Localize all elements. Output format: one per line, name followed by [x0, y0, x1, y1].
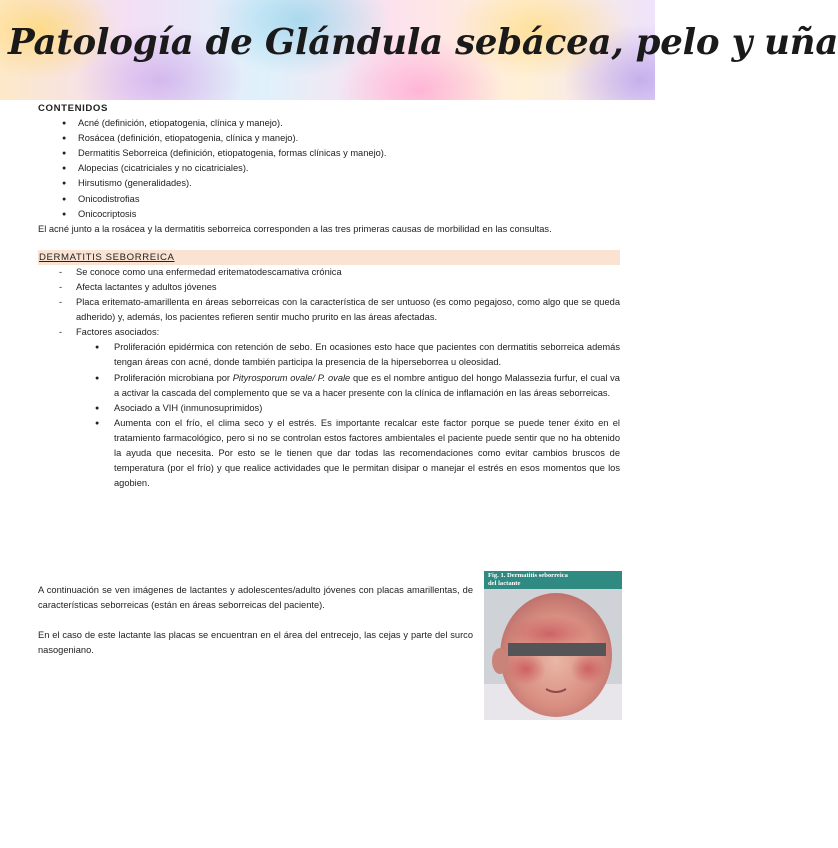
list-item	[76, 371, 620, 401]
contents-heading: CONTENIDOS	[38, 103, 108, 114]
list-item: ● Proliferación epidérmica con retención de sebo. En ocasiones esto hace que pacientes con dermatitis seborreica además tengan áreas con acné, donde también participa la presencia de la hiperseborrea u oleosidad.	[76, 340, 620, 370]
infant-figure	[484, 571, 622, 720]
contents-list	[38, 116, 620, 222]
list-item: ● Onicodistrofias	[38, 192, 620, 207]
section-bullets	[38, 265, 620, 491]
figure-caption-line: Fig. 1. Dermatitis seborreica	[488, 572, 568, 579]
ear	[492, 648, 508, 674]
contents-note: El acné junto a la rosácea y la dermatitis seborreica corresponden a las tres primeras causas de morbilidad en las consultas.	[38, 223, 552, 234]
list-item: - Afecta lactantes y adultos jóvenes	[38, 280, 620, 295]
eye-censor-bar	[508, 643, 606, 656]
list-item	[38, 325, 620, 491]
list-item: ● Asociado a VIH (inmunosuprimidos)	[76, 401, 620, 416]
title-banner	[0, 0, 838, 100]
figure-caption-line: del lactante	[488, 580, 521, 587]
list-item: ● Dermatitis Seborreica (definición, etiopatogenia, formas clínicas y manejo).	[38, 146, 620, 161]
list-item: - Se conoce como una enfermedad eritematodescamativa crónica	[38, 265, 620, 280]
infant-photo	[484, 589, 622, 720]
factor-text: que es el nombre antiguo del hongo Malassezia furfur, el cual va a activar la cascada del complemento que se va a hacer presente con la clínica de inflamación en las áreas seborreicas.	[114, 372, 620, 398]
rash-cheek	[506, 653, 546, 685]
section-heading: DERMATITIS SEBORREICA	[39, 251, 175, 263]
rash-cheek	[570, 654, 606, 684]
list-item: ● Onicocriptosis	[38, 207, 620, 222]
list-item: ● Hirsutismo (generalidades).	[38, 176, 620, 191]
list-item: ● Acné (definición, etiopatogenia, clínica y manejo).	[38, 116, 620, 131]
figure-caption	[484, 571, 622, 589]
section-heading-bar	[38, 250, 620, 265]
list-item: ● Rosácea (definición, etiopatogenia, clínica y manejo).	[38, 131, 620, 146]
page-title: Patología de Glándula sebácea, pelo y uña	[8, 22, 838, 63]
paragraph: En el caso de este lactante las placas se encuentran en el área del entrecejo, las cejas y parte del surco nasogeniano.	[38, 630, 473, 656]
lower-text	[38, 583, 473, 658]
list-item: - Placa eritemato-amarillenta en áreas seborreicas con la característica de ser untuoso (es como pegajoso, como algo que se queda adherido) y, además, los pacientes refieren sentir mucho prurito en las áreas afectadas.	[38, 295, 620, 325]
list-item: ● Alopecias (cicatriciales y no cicatriciales).	[38, 161, 620, 176]
paragraph: A continuación se ven imágenes de lactantes y adolescentes/adulto jóvenes con placas amarillentas, de características seborreicas (están en áreas seborreicas del paciente).	[38, 585, 473, 611]
factors-list	[76, 340, 620, 491]
italic-organism: Pityrosporum ovale/ P. ovale	[232, 372, 351, 383]
document-body	[38, 101, 620, 491]
factors-label: Factores asociados:	[76, 327, 160, 338]
list-item: ● Aumenta con el frío, el clima seco y el estrés. Es importante recalcar este factor porque se puede tener éxito en el tratamiento farmacológico, pero si no se controlan estos factores ambientales el paciente puede sentir que no ha obtenido la ayuda que necesita. Por esto se le tienen que dar todas las recomendaciones como evitar cambios bruscos de temperatura (por el frío) y que realice actividades que le permitan disipar o manejar el estrés en esos momentos que los agobien.	[76, 416, 620, 491]
factor-text: Proliferación microbiana por	[114, 372, 233, 383]
